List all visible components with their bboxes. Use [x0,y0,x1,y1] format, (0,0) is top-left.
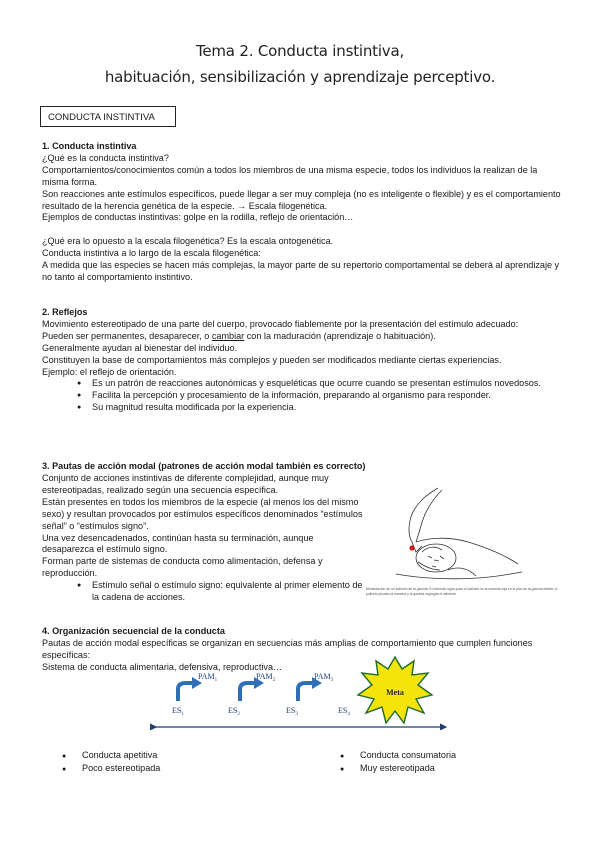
consummatory-list [338,749,456,775]
s1-line: ¿Qué era lo opuesto a la escala filogenética? Es la escala ontogenética. [42,236,334,247]
gull-feeding-illustration [388,486,528,586]
s2-line: Ejemplo: el reflejo de orientación. [42,366,177,377]
pam-label: $PAM_1$ [198,672,218,683]
list-item: ● Conducta consumatoria [338,749,456,762]
list-item: ● Muy estereotipada [338,762,456,775]
s3-line: Forman parte de sistemas de conducta como alimentación, defensa y reproducción. [42,556,323,579]
illustration-caption: Alimentación de un polluelo de la gaviota. El estímulo signo para el polluelo es la mancha roja en el pico de la gaviota adulta; el polluelo picotea la mancha y la gaviota regurgita el alimento. [366,587,558,596]
page-title-line1: Tema 2. Conducta instintiva, [195,42,405,60]
s3-line: Conjunto de acciones instintivas de diferente complejidad, aunque muy estereotipadas, realizado según una secuencia específica. [42,473,329,495]
es-label: $ES_1$ [172,706,184,717]
list-item: ● Facilita la percepción y procesamiento de la información, preparando al organismo para responder. [80,390,562,402]
s2-line: Generalmente ayudan al bienestar del individuo. [42,342,238,353]
arrow-icon [298,683,314,701]
pam-label: $PAM_3$ [314,672,334,683]
appetitive-list [60,749,160,775]
section-box-label: CONDUCTA INSTINTIVA [40,106,176,127]
s1-line: Comportamientos/conocimientos común a todos los miembros de una misma especie, todos los individuos la realizan de la misma forma. [42,164,538,187]
list-item: ● Conducta apetitiva [60,749,160,762]
list-item: ● Su magnitud resulta modificada por la experiencia. [80,402,562,414]
section-1-heading: 1. Conducta instintiva [42,141,137,151]
pam-label: $PAM_2$ [256,672,276,683]
section-3-heading-wrap [42,461,562,473]
section-3 [42,473,367,604]
goal-label: Meta [386,688,404,697]
arrow-icon [178,683,194,701]
s1-line: Son reacciones ante estímulos específicos, puede llegar a ser muy compleja (no es inteligente o flexible) y es el comportamiento resultado de la herencia genética de la especie. → Escala filogenética. [42,188,561,211]
s1-line: Ejemplos de conductas instintivas: golpe en la rodilla, reflejo de orientación… [42,212,354,223]
s2-line: Pueden ser permanentes, desaparecer, o cambiar con la maduración (aprendizaje o habituación). [42,330,436,341]
section-4-heading: 4. Organización secuencial de la conducta [42,626,225,636]
es-label: $ES_2$ [228,706,240,717]
section-2-heading: 2. Reflejos [42,307,88,317]
s3-line: Están presentes en todos los miembros de la especie (al menos los del mismo sexo) y resultan provocados por estímulos específicos denominados “estímulos señal” o “estímulos signo”. [42,496,363,531]
underlined-word: cambiar [211,330,245,341]
s2-line: Constituyen la base de comportamientos más complejos y pueden ser modificados mediante ciertas experiencias. [42,354,502,365]
s4-line: Pautas de acción modal específicas se organizan en secuencias más amplias de comportamiento que cumplen funciones específicas: [42,637,533,660]
arrow-icon [240,683,256,701]
s2-line: Movimiento estereotipado de una parte del cuerpo, provocado fiablemente por la presentación del estímulo adecuado: [42,318,519,329]
s4-line: Sistema de conducta alimentaria, defensiva, reproductiva… [42,661,283,672]
s1-line: ¿Qué es la conducta instintiva? [42,152,169,163]
list-item: ● Es un patrón de reacciones autonómicas y esqueléticas que ocurre cuando se presentan estímulos novedosos. [80,378,562,390]
sequence-diagram [150,655,450,730]
section-3-heading: 3. Pautas de acción modal (patrones de acción modal también es correcto) [42,461,366,471]
list-item: ● Estímulo señal o estímulo signo: equivalente al primer elemento de la cadena de acciones. [80,580,367,604]
s3-line: Una vez desencadenados, continúan hasta su terminación, aunque desaparezca el estímulo signo. [42,532,314,555]
section-1 [42,141,562,284]
s1-line: A medida que las especies se hacen más complejas, la mayor parte de su repertorio comportamental se deberá al aprendizaje y no tanto al comportamiento instintivo. [42,260,560,282]
es-label: $ES_4$ [338,706,350,717]
s1-line: Conducta instintiva a lo largo de la escala filogenética: [42,248,261,259]
page-title-line2: habituación, sensibilización y aprendizaje perceptivo. [104,68,496,86]
es-label: $ES_3$ [286,706,298,717]
section-2 [42,307,562,414]
list-item: ● Poco estereotipada [60,762,160,775]
